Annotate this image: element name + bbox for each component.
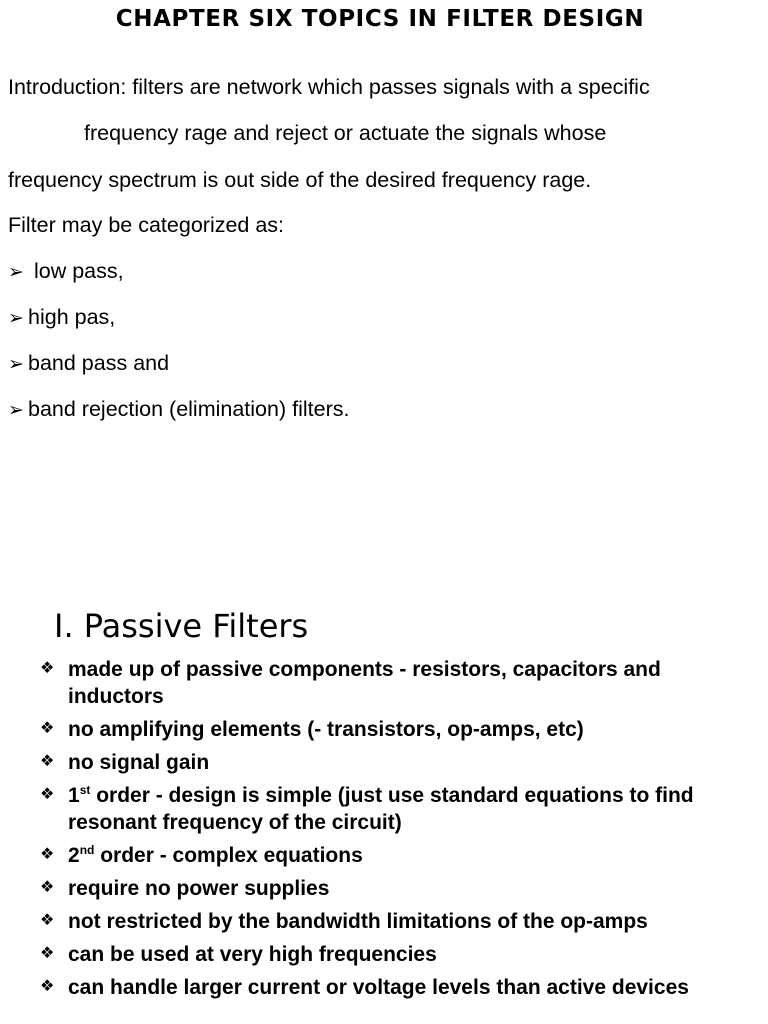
four-diamond-icon: ❖ [40, 751, 55, 770]
filter-type-label: high pas, [28, 305, 116, 329]
list-item [40, 974, 740, 1001]
four-diamond-icon: ❖ [40, 910, 55, 929]
bullet-text: no amplifying elements (- transistors, op-amps, etc) [68, 718, 584, 741]
filter-type-label: low pass, [28, 259, 124, 283]
chapter-title: CHAPTER SIX TOPICS IN FILTER DESIGN [115, 6, 645, 32]
bullet-text: require no power supplies [68, 877, 330, 900]
passive-filters-heading: I. Passive Filters [54, 607, 309, 645]
ordinal-suffix: st [79, 783, 91, 797]
intro-line-1: Introduction: filters are network which passes signals with a specific [8, 75, 650, 99]
bullet-text: not restricted by the bandwidth limitations of the op-amps [68, 910, 648, 933]
filter-type-item [8, 350, 169, 377]
list-item [40, 875, 740, 902]
four-diamond-icon: ❖ [40, 943, 55, 962]
bullet-text: made up of passive components - resistors, capacitors and inductors [68, 658, 661, 708]
filter-type-item [8, 258, 124, 285]
order-number: 2 [68, 844, 80, 867]
arrowhead-icon: ➢ [8, 399, 24, 421]
filter-type-label: band pass and [28, 351, 170, 375]
bullet-text: no signal gain [68, 751, 210, 774]
order-number: 1 [68, 784, 80, 807]
categorized-label: Filter may be categorized as: [8, 213, 285, 237]
list-item [40, 908, 740, 935]
ordinal-suffix: nd [79, 843, 95, 857]
four-diamond-icon: ❖ [40, 784, 55, 803]
list-item [40, 749, 740, 776]
list-item [40, 782, 740, 836]
filter-type-item [8, 304, 115, 331]
arrowhead-icon: ➢ [8, 261, 24, 283]
filter-type-item [8, 396, 349, 423]
list-item [40, 842, 740, 869]
four-diamond-icon: ❖ [40, 718, 55, 737]
four-diamond-icon: ❖ [40, 844, 55, 863]
intro-line-3: frequency spectrum is out side of the desired frequency rage. [8, 168, 592, 192]
list-item [40, 656, 740, 710]
four-diamond-icon: ❖ [40, 658, 55, 677]
filter-type-label: band rejection (elimination) filters. [28, 397, 350, 421]
list-item [40, 716, 740, 743]
bullet-text: order - design is simple (just use standard equations to find resonant frequency of the circuit) [68, 784, 694, 834]
four-diamond-icon: ❖ [40, 877, 55, 896]
arrowhead-icon: ➢ [8, 307, 24, 329]
four-diamond-icon: ❖ [40, 976, 55, 995]
bullet-text: can handle larger current or voltage levels than active devices [68, 976, 689, 999]
arrowhead-icon: ➢ [8, 353, 24, 375]
passive-filters-list [40, 656, 740, 1007]
intro-line-2: frequency rage and reject or actuate the signals whose [84, 121, 607, 145]
bullet-text: can be used at very high frequencies [68, 943, 437, 966]
list-item [40, 941, 740, 968]
bullet-text: order - complex equations [94, 844, 363, 867]
